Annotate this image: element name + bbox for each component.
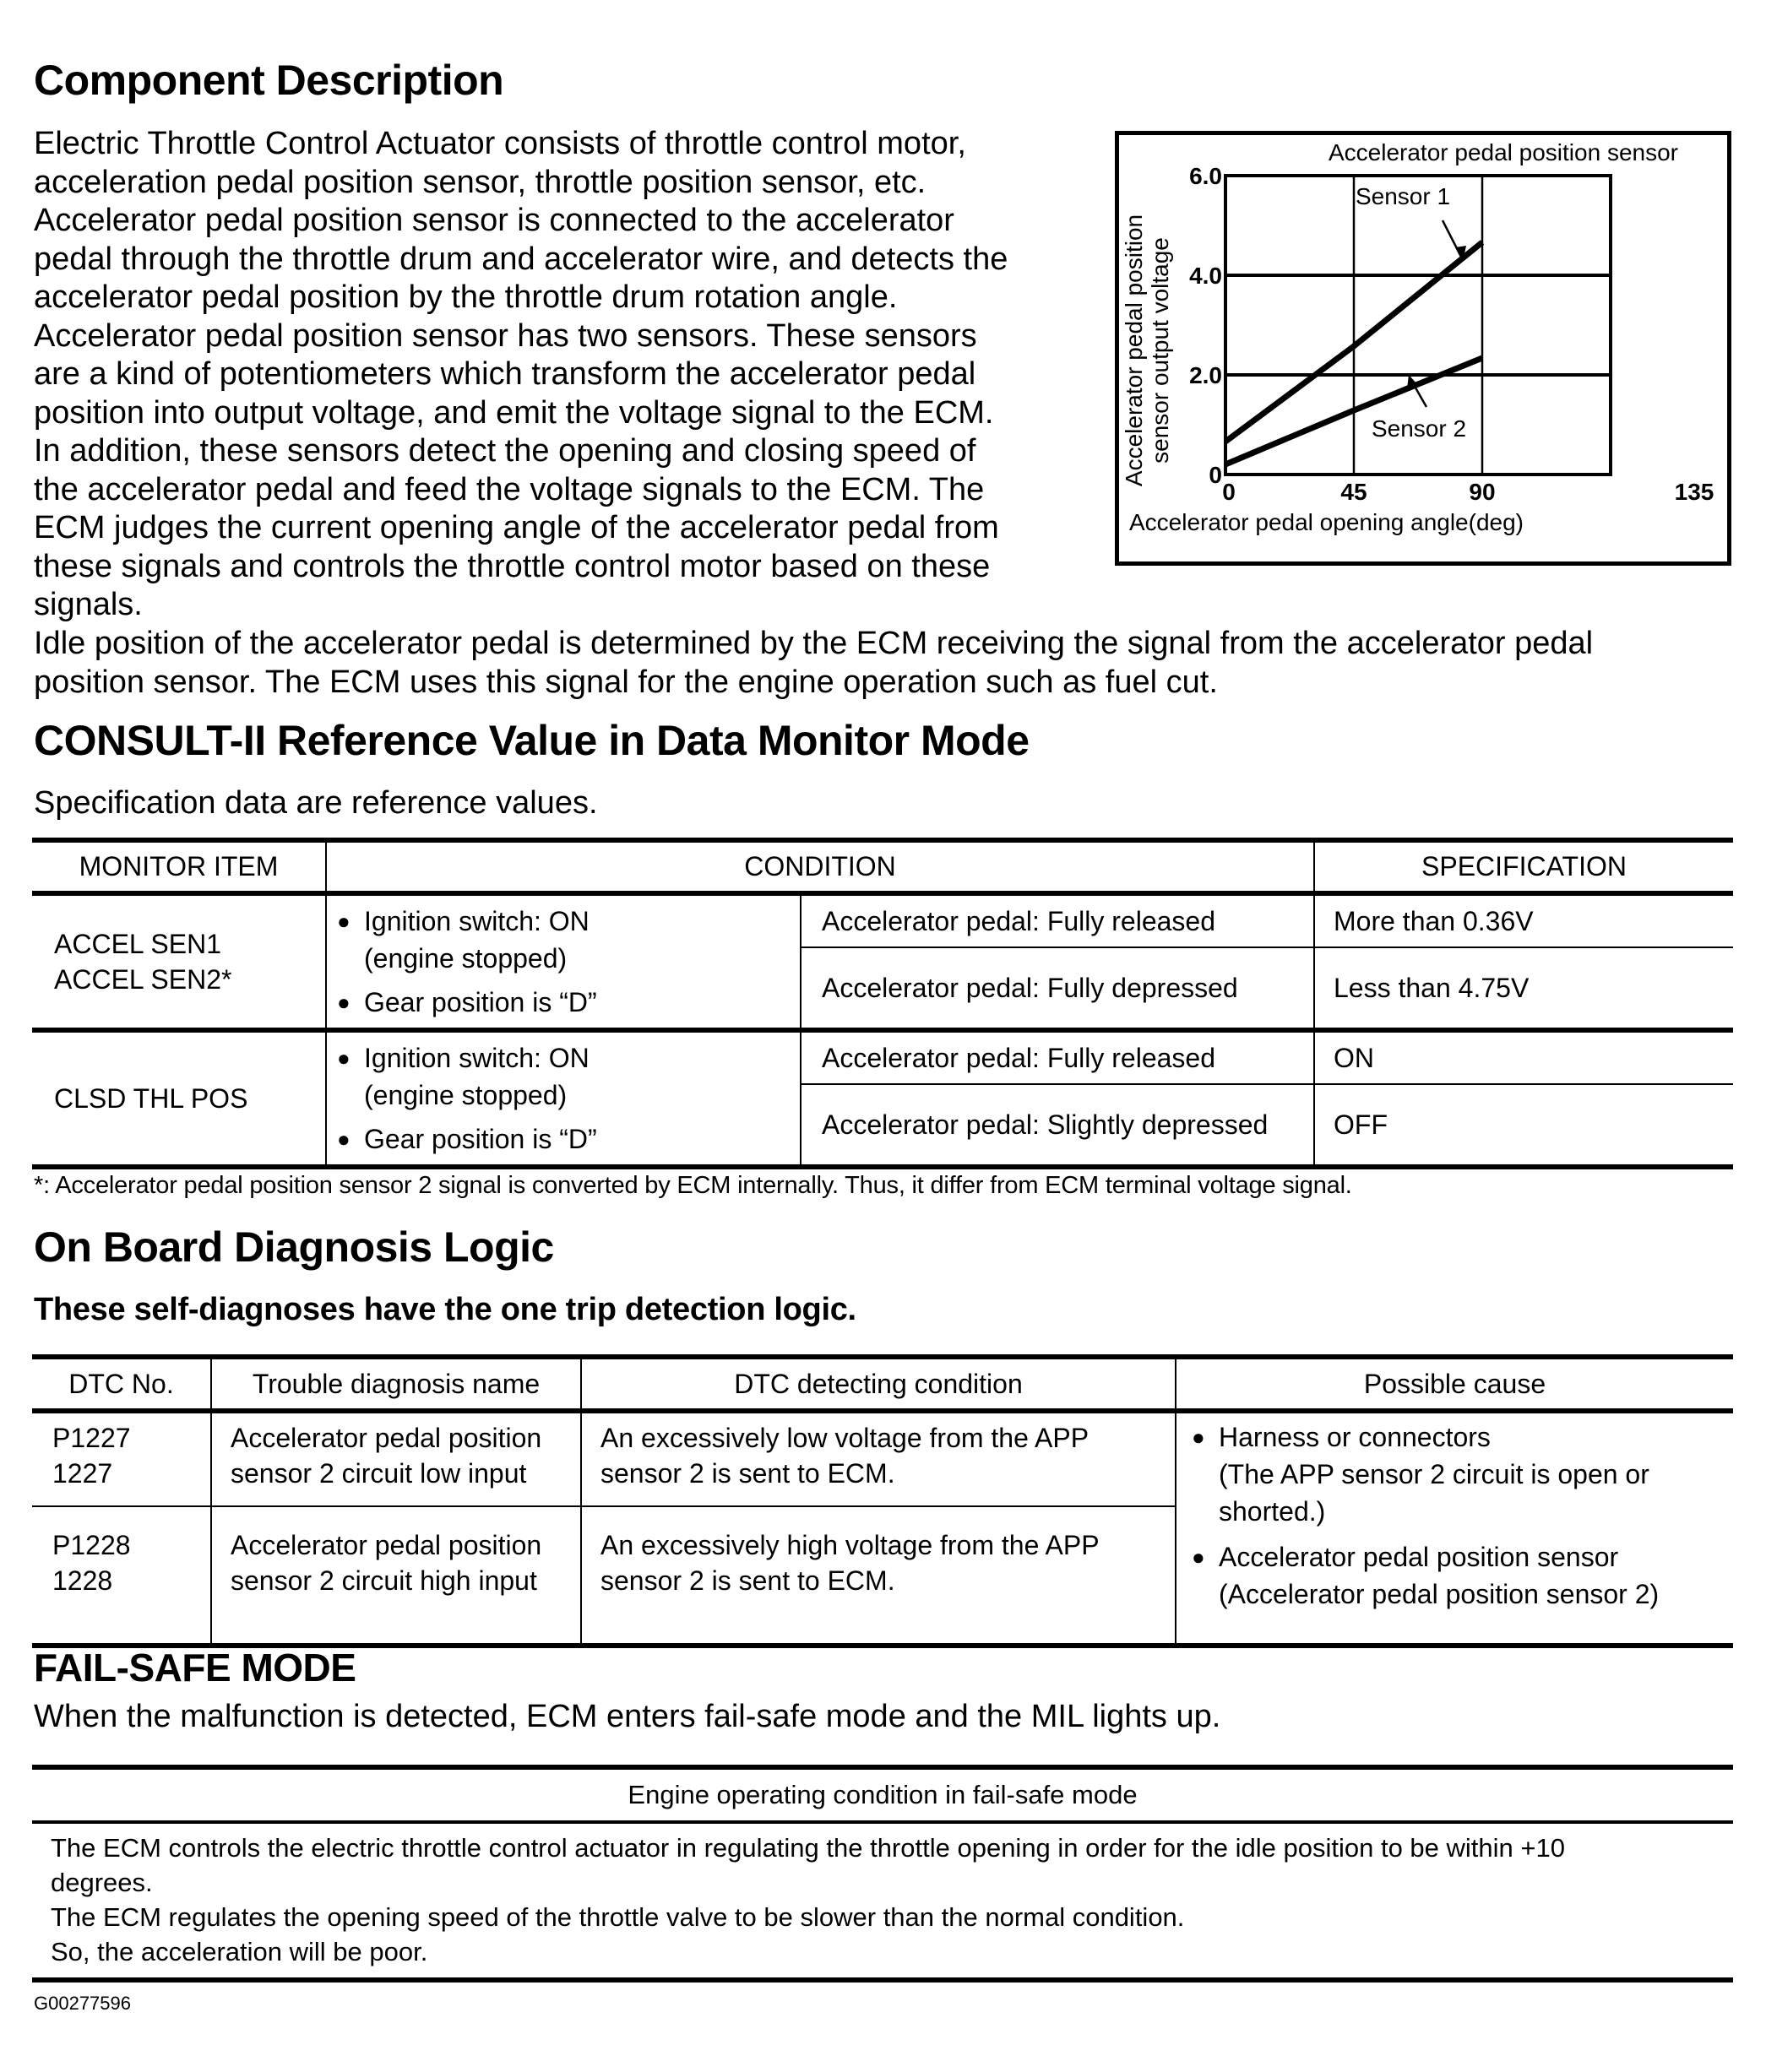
bullet-text: (The APP sensor 2 circuit is open or	[1219, 1459, 1649, 1489]
section-title-consult: CONSULT-II Reference Value in Data Monitor Mode	[34, 717, 1030, 764]
paragraph-line: acceleration pedal position sensor, throttle position sensor, etc.	[34, 164, 926, 200]
possible-cause-cell	[1176, 1411, 1733, 1646]
bullet-text: Ignition switch: ON	[364, 906, 590, 936]
dtc-no-cell	[32, 1411, 211, 1506]
x-tick: 90	[1469, 479, 1496, 505]
header-detecting-condition: DTC detecting condition	[581, 1357, 1176, 1411]
bullet-text: (engine stopped)	[364, 1080, 568, 1110]
diagnosis-name-line: sensor 2 circuit high input	[231, 1565, 537, 1596]
diagnosis-name-line: Accelerator pedal position	[231, 1530, 542, 1560]
chart-svg	[1119, 135, 1727, 561]
idle-position-paragraph	[34, 625, 1731, 702]
condition-cell: Accelerator pedal: Slightly depressed	[801, 1084, 1314, 1167]
condition-cell: Accelerator pedal: Fully depressed	[801, 947, 1314, 1030]
header-possible-cause: Possible cause	[1176, 1357, 1733, 1411]
monitor-item-cell: CLSD THL POS	[32, 1030, 326, 1167]
paragraph-line: the accelerator pedal and feed the voltage signals to the ECM. The	[34, 471, 985, 507]
table-row	[32, 1030, 1733, 1084]
monitor-item-cell	[32, 893, 326, 1030]
header-diagnosis-name: Trouble diagnosis name	[211, 1357, 581, 1411]
bullet-text: Ignition switch: ON	[364, 1043, 590, 1073]
y-tick: 4.0	[1189, 263, 1222, 289]
chart-ylabel-line2: sensor output voltage	[1147, 237, 1173, 464]
bullet-text: Harness or connectors	[1219, 1422, 1491, 1452]
paragraph-line: ECM judges the current opening angle of the accelerator pedal from	[34, 510, 999, 545]
paragraph-line: these signals and controls the throttle control motor based on these	[34, 548, 991, 584]
dtc-code: P1227	[52, 1423, 131, 1453]
diagnosis-name-line: Accelerator pedal position	[231, 1423, 542, 1453]
x-tick: 0	[1222, 479, 1236, 505]
spec-cell: More than 0.36V	[1314, 893, 1733, 947]
paragraph-line: Electric Throttle Control Actuator consists of throttle control motor,	[34, 126, 966, 161]
condition-bullet	[334, 1039, 793, 1114]
detecting-condition-cell	[581, 1411, 1176, 1506]
bullet-text: Gear position is “D”	[364, 987, 597, 1017]
spec-cell: Less than 4.75V	[1314, 947, 1733, 1030]
component-description-paragraph	[34, 125, 1098, 625]
y-tick: 2.0	[1189, 362, 1222, 388]
bullet-text: shorted.)	[1219, 1496, 1326, 1527]
paragraph-line: position sensor. The ECM uses this signal for the engine operation such as fuel cut.	[34, 664, 1218, 700]
figure-code: G00277596	[34, 1993, 131, 2014]
condition-line: sensor 2 is sent to ECM.	[600, 1458, 895, 1489]
section-title-obd: On Board Diagnosis Logic	[34, 1223, 554, 1271]
paragraph-line: are a kind of potentiometers which transform the accelerator pedal	[34, 356, 976, 392]
diagnosis-name-cell	[211, 1506, 581, 1646]
paragraph-line: pedal through the throttle drum and accelerator wire, and detects the	[34, 241, 1008, 277]
table-row	[32, 1411, 1733, 1506]
paragraph-line: In addition, these sensors detect the opening and closing speed of	[34, 433, 976, 469]
dtc-code: 1228	[52, 1565, 113, 1596]
failsafe-line: degrees.	[51, 1868, 153, 1897]
chart-title: Accelerator pedal position sensor	[1328, 139, 1679, 165]
header-condition: CONDITION	[326, 840, 1314, 893]
header-engine-operating-condition: Engine operating condition in fail-safe mode	[32, 1767, 1733, 1822]
condition-bullet	[334, 984, 793, 1021]
condition-bullets-cell	[326, 893, 801, 1030]
paragraph-line: accelerator pedal position by the throttle drum rotation angle.	[34, 279, 898, 315]
paragraph-line: Accelerator pedal position sensor has two sensors. These sensors	[34, 317, 977, 354]
bullet-text: Gear position is “D”	[364, 1124, 597, 1154]
spec-cell: ON	[1314, 1030, 1733, 1084]
paragraph-line: Idle position of the accelerator pedal is determined by the ECM receiving the signal from the accelerator pedal	[34, 626, 1594, 661]
failsafe-line: The ECM regulates the opening speed of the throttle valve to be slower than the normal condition.	[51, 1902, 1185, 1932]
dtc-code: 1227	[52, 1458, 113, 1489]
table-header-row	[32, 1357, 1733, 1411]
condition-line: An excessively high voltage from the APP	[600, 1530, 1100, 1560]
chart-xlabel: Accelerator pedal opening angle(deg)	[1129, 509, 1524, 535]
dtc-code: P1228	[52, 1530, 131, 1560]
failsafe-subtitle: When the malfunction is detected, ECM enters fail-safe mode and the MIL lights up.	[34, 1699, 1221, 1734]
condition-bullet	[334, 1120, 793, 1158]
diagnosis-name-line: sensor 2 circuit low input	[231, 1458, 527, 1489]
condition-cell: Accelerator pedal: Fully released	[801, 893, 1314, 947]
obd-subtitle: These self-diagnoses have the one trip detection logic.	[34, 1292, 856, 1327]
consult-subtitle: Specification data are reference values.	[34, 785, 598, 821]
failsafe-line: The ECM controls the electric throttle control actuator in regulating the throttle opening in order for the idle position to be within +10	[51, 1833, 1565, 1863]
spec-cell: OFF	[1314, 1084, 1733, 1167]
condition-line: sensor 2 is sent to ECM.	[600, 1565, 895, 1596]
consult-reference-table	[32, 838, 1733, 1169]
failsafe-line: So, the acceleration will be poor.	[51, 1937, 428, 1966]
bullet-text: Accelerator pedal position sensor	[1219, 1542, 1619, 1572]
section-title-component-description: Component Description	[34, 57, 504, 104]
condition-bullets-cell	[326, 1030, 801, 1167]
x-tick: 135	[1674, 479, 1714, 505]
sensor-voltage-chart	[1115, 131, 1731, 566]
y-tick: 0	[1209, 462, 1222, 488]
failsafe-table	[32, 1765, 1733, 1983]
header-specification: SPECIFICATION	[1314, 840, 1733, 893]
dtc-no-cell	[32, 1506, 211, 1646]
bullet-text: (Accelerator pedal position sensor 2)	[1219, 1579, 1660, 1609]
detecting-condition-cell	[581, 1506, 1176, 1646]
chart-ylabel-line1: Accelerator pedal position	[1121, 214, 1147, 487]
condition-bullet	[334, 903, 793, 977]
x-tick: 45	[1340, 479, 1367, 505]
monitor-item-line: ACCEL SEN2*	[54, 964, 232, 995]
condition-cell: Accelerator pedal: Fully released	[801, 1030, 1314, 1084]
header-monitor-item: MONITOR ITEM	[32, 840, 326, 893]
table-row	[32, 893, 1733, 947]
diagnosis-name-cell	[211, 1411, 581, 1506]
monitor-item-line: ACCEL SEN1	[54, 929, 221, 959]
table-header-row	[32, 1767, 1733, 1822]
annotation-sensor-2: Sensor 2	[1371, 415, 1467, 442]
section-title-failsafe: FAIL-SAFE MODE	[34, 1646, 356, 1690]
dtc-table	[32, 1354, 1733, 1648]
paragraph-line: position into output voltage, and emit the voltage signal to the ECM.	[34, 394, 994, 431]
cause-bullet	[1188, 1538, 1725, 1613]
header-dtc-no: DTC No.	[32, 1357, 211, 1411]
paragraph-line: signals.	[34, 587, 143, 622]
paragraph-line: Accelerator pedal position sensor is connected to the accelerator	[34, 203, 954, 238]
failsafe-description-cell	[32, 1822, 1733, 1980]
consult-footnote: *: Accelerator pedal position sensor 2 signal is converted by ECM internally. Thus, it differ from ECM terminal voltage signal.	[34, 1172, 1352, 1199]
cause-bullet	[1188, 1418, 1725, 1530]
annotation-sensor-1: Sensor 1	[1355, 183, 1451, 209]
bullet-text: (engine stopped)	[364, 943, 568, 974]
table-header-row	[32, 840, 1733, 893]
condition-line: An excessively low voltage from the APP	[600, 1423, 1089, 1453]
table-row	[32, 1822, 1733, 1980]
y-tick: 6.0	[1189, 163, 1222, 189]
